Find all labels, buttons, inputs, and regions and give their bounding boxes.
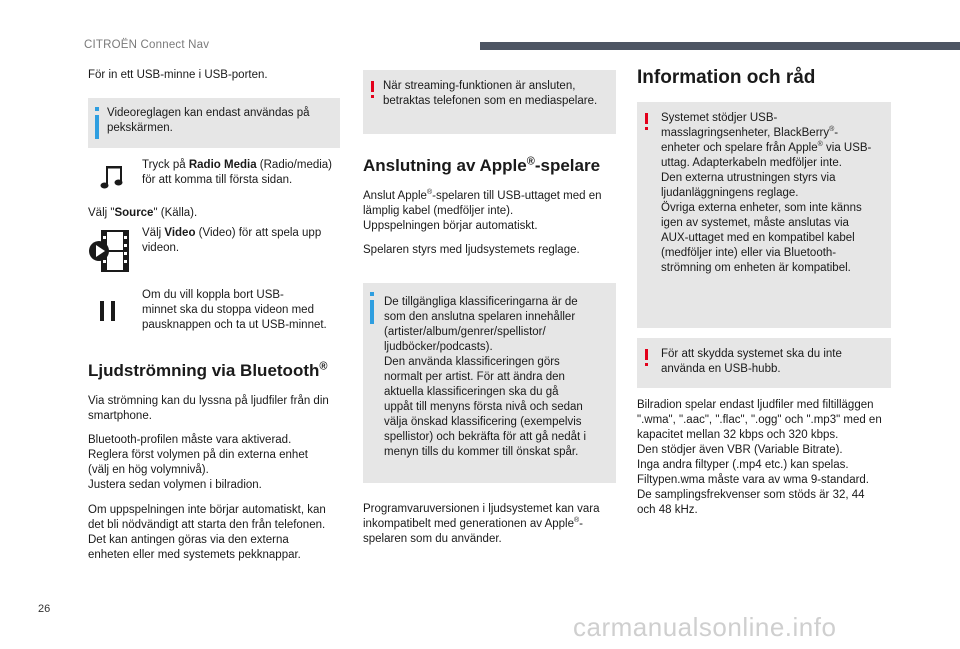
bluetooth-streaming-heading: Ljudströmning via Bluetooth® (88, 360, 328, 380)
info-advice-heading: Information och råd (637, 67, 816, 88)
apple-control-para: Spelaren styrs med ljudsystemets reglage. (363, 244, 580, 256)
manual-header-title: CITROËN Connect Nav (84, 39, 210, 51)
select-source-instruction: Välj "Source" (Källa). (88, 207, 198, 219)
software-version-para: Programvaruversionen i ljudsystemet kan vara inkompatibelt med generationen av Apple®- spelaren som du använder. (363, 503, 600, 545)
file-format-para: Bilradion spelar endast ljudfiler med filtilläggen ".wma", ".aac", ".flac", ".ogg" och ".mp3" med en kapacitet mellan 32 kbps och 320 kbps. Den stödjer även VBR (Variable Bitrate). Inga andra filtyper (.mp4 etc.) kan spelas. Filtypen.wma måste vara av wma 9-standard. De samplingsfrekvenser som stöds är 32, 44 och 48 kHz. (637, 399, 882, 516)
warning-exclamation-icon (371, 81, 374, 92)
video-play-icon (86, 229, 130, 273)
usb-insert-instruction: För in ett USB-minne i USB-porten. (88, 69, 268, 81)
radio-media-label: Radio Media (188, 159, 257, 171)
apple-connection-heading: Anslutning av Apple®-spelare (363, 155, 601, 175)
warning-exclamation-icon (645, 349, 648, 360)
info-line: pekskärmen. (107, 122, 173, 134)
pause-icon (98, 300, 118, 322)
usb-support-warning-box: Systemet stödjer USB- masslagringsenheter, BlackBerry®- enheter och spelare från Apple® via USB- uttag. Adapterkabeln medföljer inte. Den externa utrustningen styrs via ljudanläggningens reglage. Övriga externa enheter, som inte känns igen av systemet, måste anslutas via AUX-uttaget med en kompatibel kabel (medföljer inte) eller via Bluetooth- strömning om enheten är kompatibel. (637, 102, 891, 328)
usb-hub-warning-box: För att skydda systemet ska du inte använda en USB-hubb. (637, 338, 891, 388)
watermark-text: carmanualsonline.info (573, 612, 837, 642)
radio-media-step: Tryck på Radio Media (Radio/media) för att komma till första sidan. (142, 159, 333, 186)
bluetooth-para-1: Via strömning kan du lyssna på ljudfiler från din smartphone. (88, 395, 329, 422)
header-accent-bar (480, 42, 960, 50)
info-marker-icon (95, 115, 99, 139)
bluetooth-para-3: Om uppspelningen inte börjar automatiskt, kan det bli nödvändigt att starta den från telefonen. Det kan antingen göras via den externa enheten eller med systemets pekknappar. (88, 504, 326, 561)
stop-video-step: Om du vill koppla bort USB- minnet ska du stoppa videon med pausknappen och ta ut USB-minnet. (142, 289, 327, 331)
info-line: Videoreglagen kan endast användas på (107, 107, 310, 119)
video-step: Välj Video (Video) för att spela upp videon. (142, 227, 322, 254)
music-note-icon (100, 163, 124, 191)
page-number: 26 (38, 603, 51, 615)
info-marker-icon (370, 300, 374, 324)
streaming-warning-box: När streaming-funktionen är ansluten, betraktas telefonen som en mediaspelare. (363, 70, 616, 134)
apple-connect-para: Anslut Apple®-spelaren till USB-uttaget med en lämplig kabel (medföljer inte). Uppspelningen börjar automatiskt. (363, 189, 602, 232)
source-label: Source (114, 207, 154, 219)
bluetooth-para-2: Bluetooth-profilen måste vara aktiverad. Reglera först volymen på din externa enhet (välj en hög volymnivå). Justera sedan volymen i bilradion. (88, 434, 308, 491)
video-label: Video (164, 227, 196, 239)
warning-exclamation-icon (645, 113, 648, 124)
classification-info-box: De tillgängliga klassificeringarna är de som den anslutna spelaren innehåller (artister/album/genrer/spellistor/ ljudböcker/podcasts). Den använda klassificeringen görs normalt per artist. För att ändra den aktuella klassificeringen ska du gå uppåt till menyns första nivå och sedan välja önskad klassificering (exempelvis spellistor) och bekräfta för att gå nedåt i menyn tills du kommer till önskat spår. (363, 283, 616, 483)
video-controls-info-box (88, 98, 340, 148)
